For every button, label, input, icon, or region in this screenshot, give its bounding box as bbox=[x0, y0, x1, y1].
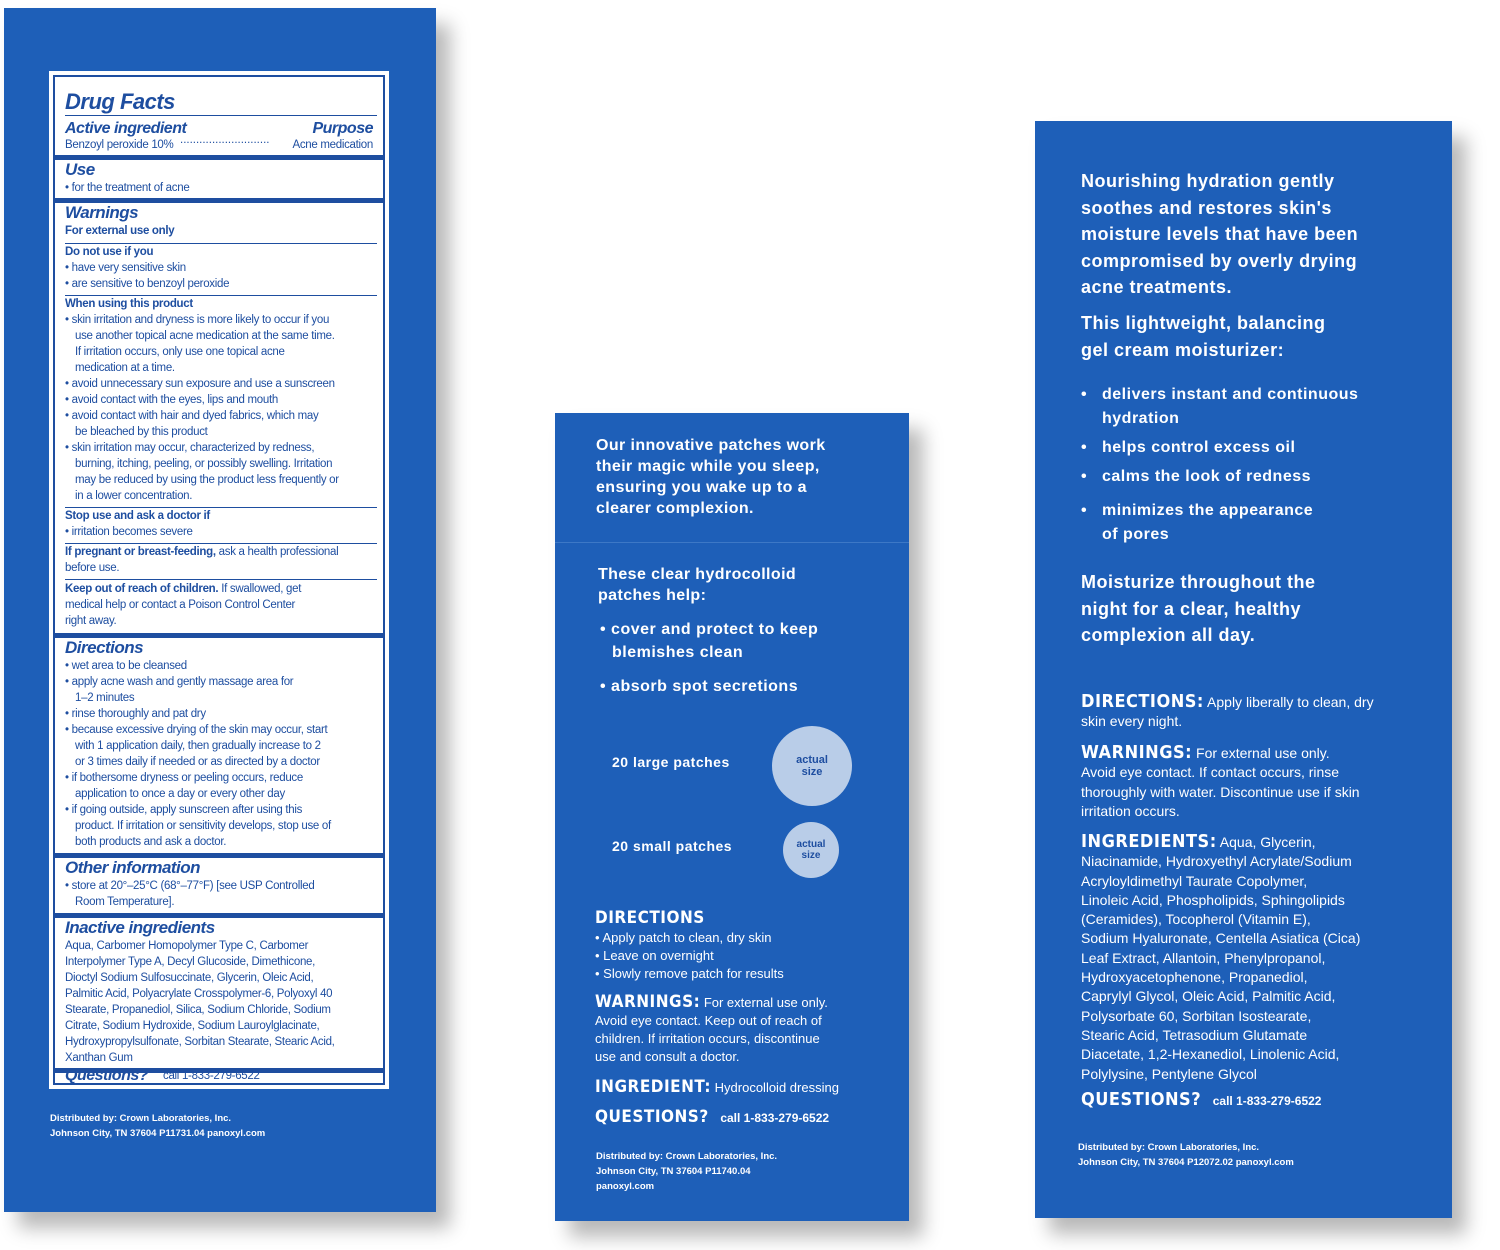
inactive-line: Stearate, Propanediol, Silica, Sodium Chloride, Sodium bbox=[65, 1004, 331, 1016]
inactive-line: Interpolymer Type A, Decyl Glucoside, Dimethicone, bbox=[65, 956, 316, 968]
use-item: • for the treatment of acne bbox=[65, 182, 190, 194]
do-not-use-item: • have very sensitive skin bbox=[65, 262, 186, 274]
questions-text: call 1-833-279-6522 bbox=[1212, 1094, 1322, 1108]
warnings-line: thoroughly with water. Discontinue use if skin bbox=[1081, 783, 1360, 800]
distributor-line: Johnson City, TN 37604 P12072.02 panoxyl.com bbox=[1078, 1157, 1294, 1168]
active-line: Benzoyl peroxide 10% bbox=[65, 139, 174, 151]
ingredients-line: Hydroxyacetophenone, Propanediol, bbox=[1081, 969, 1308, 986]
distributor-line: Distributed by: Crown Laboratories, Inc. bbox=[50, 1113, 232, 1124]
pregnant-bold: If pregnant or breast-feeding, bbox=[65, 546, 216, 558]
intro-text bbox=[596, 435, 826, 519]
small-patch-circle bbox=[783, 822, 839, 878]
when-using-line: burning, itching, peeling, or possibly swelling. Irritation bbox=[75, 458, 333, 470]
questions-section bbox=[595, 1108, 829, 1127]
directions-heading: Directions bbox=[65, 638, 144, 657]
ingredients-line: (Ceramides), Tocopherol (Vitamin E), bbox=[1081, 911, 1311, 928]
do-not-use-heading: Do not use if you bbox=[65, 246, 154, 258]
benefit-line: minimizes the appearance bbox=[1102, 502, 1314, 519]
closing-text bbox=[1081, 569, 1315, 649]
warnings-section bbox=[1081, 743, 1360, 821]
dot-leader: ............................ bbox=[180, 134, 270, 146]
inactive-heading: Inactive ingredients bbox=[65, 918, 215, 937]
warnings-line: children. If irritation occurs, discontinue bbox=[595, 1031, 820, 1046]
when-using-line: use another topical acne medication at the same time. bbox=[75, 330, 335, 342]
directions-line: 1–2 minutes bbox=[75, 692, 135, 704]
pregnant-text: ask a health professional bbox=[215, 546, 339, 558]
distributor-line: Distributed by: Crown Laboratories, Inc. bbox=[596, 1151, 778, 1162]
do-not-use-item: • are sensitive to benzoyl peroxide bbox=[65, 278, 230, 290]
when-using-line: in a lower concentration. bbox=[75, 490, 193, 502]
when-using-line: • avoid contact with the eyes, lips and mouth bbox=[65, 394, 278, 406]
directions-line: both products and ask a doctor. bbox=[75, 836, 227, 848]
questions-heading: Questions? bbox=[65, 1067, 149, 1084]
ingredients-line: Polylysine, Pentylene Glycol bbox=[1081, 1065, 1257, 1082]
warnings-heading: WARNINGS: bbox=[595, 992, 701, 1012]
patches-panel bbox=[555, 413, 909, 1221]
when-using-line: may be reduced by using the product less frequently or bbox=[75, 474, 339, 486]
stop-use-item: • irritation becomes severe bbox=[65, 526, 193, 538]
directions-line: • apply acne wash and gently massage area for bbox=[65, 676, 294, 688]
when-using-line: • avoid contact with hair and dyed fabrics, which may bbox=[65, 410, 319, 422]
moisturizer-panel bbox=[1035, 121, 1452, 1218]
other-info-heading: Other information bbox=[65, 858, 201, 877]
bullet-line: • cover and protect to keep bbox=[600, 621, 819, 638]
intro-line: Nourishing hydration gently bbox=[1081, 171, 1335, 191]
ingredients-heading: INGREDIENTS: bbox=[1081, 831, 1217, 852]
directions-line: product. If irritation or sensitivity develops, stop use of bbox=[75, 820, 331, 832]
actual-size-text: size bbox=[801, 766, 823, 778]
when-using-heading: When using this product bbox=[65, 298, 193, 310]
inactive-line: Dioctyl Sodium Sulfosuccinate, Glycerin, Oleic Acid, bbox=[65, 972, 314, 984]
distributor-line: Johnson City, TN 37604 P11731.04 panoxyl.com bbox=[50, 1128, 266, 1139]
directions-line: • if bothersome dryness or peeling occurs, reduce bbox=[65, 772, 303, 784]
intro-line: compromised by overly drying bbox=[1081, 250, 1358, 271]
other-info-line: • store at 20°–25°C (68°–77°F) [see USP Controlled bbox=[65, 880, 315, 892]
when-using-line: • skin irritation may occur, characterized by redness, bbox=[65, 442, 315, 454]
questions-text: call 1-833-279-6522 bbox=[163, 1070, 260, 1082]
warnings-heading: WARNINGS: bbox=[1081, 742, 1193, 763]
keep-out-text: If swallowed, get bbox=[218, 583, 302, 595]
questions-heading: QUESTIONS? bbox=[595, 1107, 709, 1127]
benefit-line: hydration bbox=[1102, 410, 1180, 427]
intro-line: ensuring you wake up to a bbox=[596, 479, 807, 496]
pregnant-line2: before use. bbox=[65, 562, 120, 574]
questions-heading: QUESTIONS? bbox=[1081, 1089, 1202, 1110]
directions-line: or 3 times daily if needed or as directed by a doctor bbox=[75, 756, 320, 768]
bullet-line: blemishes clean bbox=[612, 644, 744, 661]
ingredients-line: Polysorbate 60, Sorbitan Isostearate, bbox=[1081, 1007, 1312, 1024]
directions-line: • rinse thoroughly and pat dry bbox=[65, 708, 206, 720]
when-using-line: If irritation occurs, only use one topical acne bbox=[75, 346, 285, 358]
ingredients-section bbox=[1081, 832, 1360, 1084]
bullet-item bbox=[600, 618, 818, 664]
intro-line: their magic while you sleep, bbox=[596, 458, 820, 475]
warnings-line: irritation occurs. bbox=[1081, 802, 1180, 819]
external-use: For external use only bbox=[65, 225, 175, 237]
keep-out-bold: Keep out of reach of children. bbox=[65, 583, 219, 595]
lead-text bbox=[1081, 310, 1326, 364]
ingredients-line: Caprylyl Glycol, Oleic Acid, Palmitic Acid, bbox=[1081, 988, 1336, 1005]
ingredients-line: Diacetate, 1,2-Hexanediol, Linolenic Acid, bbox=[1081, 1046, 1340, 1063]
drug-facts-panel bbox=[4, 8, 436, 1212]
ingredients-line: Sodium Hyaluronate, Centella Asiatica (Cica) bbox=[1081, 930, 1361, 947]
when-using-line: • skin irritation and dryness is more likely to occur if you bbox=[65, 314, 330, 326]
warnings-line: use and consult a doctor. bbox=[595, 1049, 740, 1064]
help-text bbox=[598, 564, 796, 606]
other-info-line: Room Temperature]. bbox=[75, 896, 175, 908]
benefit-line: of pores bbox=[1102, 526, 1170, 543]
purpose-line: Acne medication bbox=[292, 139, 373, 151]
warnings-line: For external use only. bbox=[700, 995, 828, 1010]
distributor-line: panoxyl.com bbox=[596, 1181, 655, 1192]
intro-line: soothes and restores skin's bbox=[1081, 197, 1332, 218]
warnings-heading: Warnings bbox=[65, 203, 139, 222]
closing-line: complexion all day. bbox=[1081, 625, 1256, 645]
active-ingredient-heading: Active ingredient bbox=[65, 120, 187, 137]
ingredients-line: Leaf Extract, Allantoin, Phenylpropanol, bbox=[1081, 949, 1326, 966]
ingredient-heading: INGREDIENT: bbox=[595, 1077, 712, 1097]
drug-facts-box bbox=[50, 72, 388, 1088]
benefit-line: helps control excess oil bbox=[1102, 439, 1296, 456]
directions-line: Apply liberally to clean, dry bbox=[1203, 694, 1374, 710]
help-line: These clear hydrocolloid bbox=[598, 566, 797, 583]
benefit-line: calms the look of redness bbox=[1102, 468, 1312, 485]
when-using-line: medication at a time. bbox=[75, 362, 175, 374]
pregnant-line bbox=[65, 545, 338, 561]
bullet-item: • absorb spot secretions bbox=[600, 678, 799, 695]
when-using-line: be bleached by this product bbox=[75, 426, 208, 438]
questions-section bbox=[1081, 1091, 1321, 1110]
ingredients-line: Niacinamide, Hydroxyethyl Acrylate/Sodium bbox=[1081, 853, 1352, 870]
benefit-list bbox=[1081, 383, 1358, 547]
actual-size-text: size bbox=[801, 850, 821, 861]
directions-line: • because excessive drying of the skin may occur, start bbox=[65, 724, 328, 736]
when-using-line: • avoid unnecessary sun exposure and use a sunscreen bbox=[65, 378, 335, 390]
closing-line: night for a clear, healthy bbox=[1081, 598, 1302, 619]
benefit-line: delivers instant and continuous bbox=[1102, 386, 1359, 403]
directions-item: • Slowly remove patch for results bbox=[595, 966, 784, 981]
ingredients-line: Stearic Acid, Tetrasodium Glutamate bbox=[1081, 1026, 1308, 1043]
actual-size-text: actual bbox=[796, 839, 826, 850]
ingredients-line: Linoleic Acid, Phospholipids, Sphingolipids bbox=[1081, 891, 1345, 908]
benefit-item: • helps control excess oil bbox=[1081, 436, 1358, 460]
directions-item: • Apply patch to clean, dry skin bbox=[595, 930, 772, 945]
benefit-item: • delivers instant and continuous hydration bbox=[1081, 383, 1358, 431]
questions-text: call 1-833-279-6522 bbox=[720, 1111, 830, 1125]
inactive-line: Aqua, Carbomer Homopolymer Type C, Carbomer bbox=[65, 940, 309, 952]
directions-section bbox=[1081, 692, 1374, 732]
directions-heading: DIRECTIONS bbox=[595, 908, 705, 928]
intro-line: Our innovative patches work bbox=[596, 437, 826, 454]
actual-size-text: actual bbox=[796, 754, 828, 766]
large-patches-label: 20 large patches bbox=[612, 754, 730, 770]
intro-text bbox=[1081, 168, 1358, 301]
small-patches-label: 20 small patches bbox=[612, 838, 733, 854]
directions-heading: DIRECTIONS: bbox=[1081, 691, 1204, 712]
warnings-line: For external use only. bbox=[1192, 745, 1330, 761]
warnings-line: Avoid eye contact. If contact occurs, rinse bbox=[1081, 764, 1340, 781]
inactive-line: Xanthan Gum bbox=[65, 1052, 133, 1064]
directions-item: • Leave on overnight bbox=[595, 948, 714, 963]
distributor-line: Distributed by: Crown Laboratories, Inc. bbox=[1078, 1142, 1260, 1153]
stop-use-heading: Stop use and ask a doctor if bbox=[65, 510, 210, 522]
keep-out-line3: right away. bbox=[65, 615, 117, 627]
benefit-item: • calms the look of redness bbox=[1081, 465, 1358, 489]
inactive-line: Citrate, Sodium Hydroxide, Sodium Lauroylglacinate, bbox=[65, 1020, 320, 1032]
lead-line: This lightweight, balancing bbox=[1081, 313, 1326, 333]
directions-line: • if going outside, apply sunscreen after using this bbox=[65, 804, 303, 816]
directions-line: application to once a day or every other day bbox=[75, 788, 285, 800]
keep-out-line2: medical help or contact a Poison Control Center bbox=[65, 599, 296, 611]
closing-line: Moisturize throughout the bbox=[1081, 572, 1316, 592]
ingredients-line: Acryloyldimethyl Taurate Copolymer, bbox=[1081, 872, 1308, 889]
large-patch-circle bbox=[772, 726, 852, 806]
intro-line: acne treatments. bbox=[1081, 277, 1233, 297]
lead-line: gel cream moisturizer: bbox=[1081, 340, 1285, 360]
drug-facts-title: Drug Facts bbox=[65, 89, 175, 114]
divider bbox=[555, 542, 909, 543]
ingredient-section bbox=[595, 1078, 839, 1097]
benefit-item: • minimizes the appearance of pores bbox=[1081, 499, 1358, 547]
warnings-section bbox=[595, 993, 828, 1066]
ingredients-line: Aqua, Glycerin, bbox=[1216, 834, 1316, 850]
help-line: patches help: bbox=[598, 587, 707, 604]
distributor-line: Johnson City, TN 37604 P11740.04 bbox=[596, 1166, 751, 1177]
warnings-line: Avoid eye contact. Keep out of reach of bbox=[595, 1013, 822, 1028]
inactive-line: Palmitic Acid, Polyacrylate Crosspolymer-6, Polyoxyl 40 bbox=[65, 988, 333, 1000]
inactive-line: Hydroxypropylsulfonate, Sorbitan Stearate, Stearic Acid, bbox=[65, 1036, 335, 1048]
purpose-heading: Purpose bbox=[312, 120, 373, 137]
use-heading: Use bbox=[65, 160, 95, 179]
intro-line: clearer complexion. bbox=[596, 500, 754, 517]
directions-line: skin every night. bbox=[1081, 713, 1183, 730]
ingredient-text: Hydrocolloid dressing bbox=[711, 1080, 839, 1095]
keep-out-line bbox=[65, 582, 301, 598]
directions-line: • wet area to be cleansed bbox=[65, 660, 187, 672]
intro-line: moisture levels that have been bbox=[1081, 224, 1359, 244]
directions-section bbox=[595, 907, 784, 983]
directions-line: with 1 application daily, then gradually increase to 2 bbox=[75, 740, 321, 752]
